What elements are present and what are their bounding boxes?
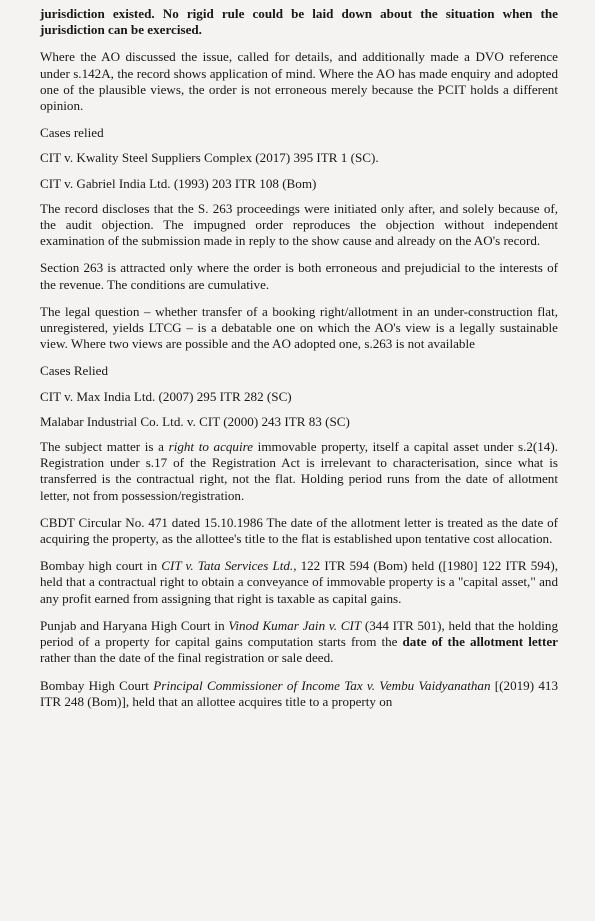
paragraph-1: [40, 6, 558, 38]
heading-text: Cases Relied: [40, 363, 109, 379]
bold-phrase: date of the allotment letter: [402, 634, 558, 650]
paragraph-7: [40, 515, 558, 547]
italic-case-name: CIT v. Tata Services Ltd.: [161, 558, 294, 574]
paragraph-text: Punjab and Haryana High Court in: [40, 617, 229, 633]
paragraph-8: [40, 558, 558, 607]
paragraph-5: [40, 304, 558, 353]
case-citation: [40, 150, 558, 166]
paragraph-9: [40, 618, 558, 667]
paragraph-10: [40, 678, 558, 710]
paragraph-text: immovable property, itself a capital asset under s.2(14). Registration under s.17 of the Registration Act is irrelevant to characterisation, since what is transferred is the contractual right, not the flat. Holding period runs from the date of allotment letter, not from possession/registration.: [40, 439, 558, 503]
case-citation: [40, 414, 558, 430]
paragraph-2: [40, 49, 558, 114]
page-text: [40, 6, 558, 721]
paragraph-3: [40, 201, 558, 250]
italic-case-name: Principal Commissioner of Income Tax v. Vembu Vaidyanathan: [153, 677, 491, 693]
paragraph-text: Bombay High Court: [40, 677, 154, 693]
citation-text: Malabar Industrial Co. Ltd. v. CIT (2000) 243 ITR 83 (SC): [40, 413, 350, 429]
paragraph-text: CBDT Circular No. 471 dated 15.10.1986 The date of the allotment letter is treated as the date of acquiring the property, as the allottee's title to the flat is established upon tentative cost allocation.: [40, 514, 558, 547]
paragraph-text: jurisdiction existed. No rigid rule could be laid down about the situation when the jurisdiction can be exercised.: [40, 6, 558, 38]
citation-text: CIT v. Max India Ltd. (2007) 295 ITR 282 (SC): [40, 388, 292, 404]
paragraph-text: Section 263 is attracted only where the order is both erroneous and prejudicial to the interests of the revenue. The conditions are cumulative.: [40, 260, 558, 292]
italic-case-name: Vinod Kumar Jain v. CIT: [228, 617, 362, 633]
citation-text: CIT v. Kwality Steel Suppliers Complex (2017) 395 ITR 1 (SC).: [40, 150, 379, 166]
case-citation: [40, 389, 558, 405]
paragraph-text: Bombay high court in: [40, 558, 162, 574]
paragraph-text: , 122 ITR 594 (Bom) held ([1980] 122 ITR 594), held that a contractual right to obtain a conveyance of immovable property is a "capital asset," and any profit earned from assigning that right is taxable as capital gains.: [40, 558, 558, 606]
paragraph-text: The legal question – whether transfer of a booking right/allotment in an under-construction flat, unregistered, yields LTCG – is a debatable one on which the AO's view is a legally sustainable view. Where two views are possible and the AO adopted one, s.263 is not available: [40, 303, 558, 352]
paragraph-text: The subject matter is a: [40, 439, 169, 455]
case-citation: [40, 176, 558, 192]
paragraph-text: The record discloses that the S. 263 proceedings were initiated only after, and solely because of, the audit objection. The impugned order reproduces the objection without independent examination of the submission made in reply to the show cause and already on the AO's record.: [40, 200, 558, 249]
italic-phrase: right to acquire: [168, 439, 254, 455]
paragraph-6: [40, 439, 558, 504]
paragraph-text: (344 ITR 501), held that the holding period of a property for capital gains computation starts from the: [40, 617, 558, 650]
section-heading-cases-relied-2: [40, 363, 558, 379]
section-heading-cases-relied: [40, 125, 558, 141]
paragraph-4: [40, 260, 558, 292]
citation-text: CIT v. Gabriel India Ltd. (1993) 203 ITR 108 (Bom): [40, 175, 317, 191]
paragraph-text: rather than the date of the final registration or sale deed.: [40, 650, 334, 666]
heading-text: Cases relied: [40, 125, 104, 141]
paragraph-text: Where the AO discussed the issue, called for details, and additionally made a DVO reference under s.142A, the record shows application of mind. Where the AO has made enquiry and adopted one of the plausible views, the order is not erroneous merely because the PCIT holds a different opinion.: [40, 49, 558, 114]
paragraph-text: [(2019) 413 ITR 248 (Bom)], held that an allottee acquires title to a property on: [40, 677, 558, 709]
